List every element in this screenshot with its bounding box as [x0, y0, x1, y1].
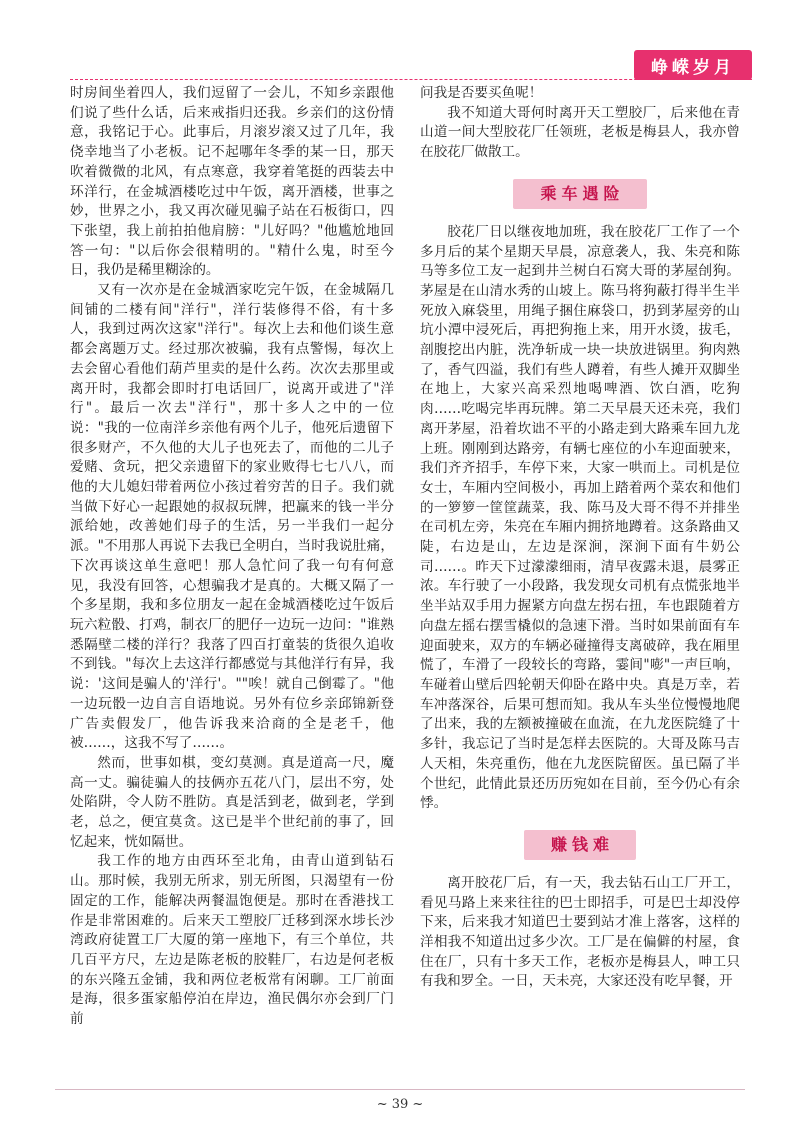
section-heading-car-accident — [420, 177, 740, 211]
paragraph: 离开胶花厂后，有一天，我去钻石山工厂开工，看见马路上来来往往的巴士即招手，可是巴士却没停下来，后来我才知道巴士要到站才准上落客，这样的洋相我不知道出过多少次。工厂是在偏僻的村屋，食住在厂，只有十多天工作，老板亦是梅县人，呻工只有我和罗全。一日，天未亮，大家还没有吃早餐，开 — [420, 874, 740, 990]
section-title: 乘车遇险 — [513, 179, 646, 209]
paragraph: 时房间坐着四人，我们逗留了一会儿，不知乡亲跟他们说了些什么话，后来戒指归还我。乡亲们的这份情意，我铭记于心。此事后，月滚岁滚又过了几年，我侥幸地当了小老板。记不起哪年冬季的某一日，那天吹着微微的北风，有点寒意，我穿着笔挺的西装去中环洋行，在金城酒楼吃过中午饭，离开酒楼，世事之妙，世界之小，我又再次碰见骗子站在石板街口，四下张望，我上前拍拍他肩膀："儿好吗？"他尴尬地回答一句："以后你会很精明的。"精什么鬼，时至今日，我仍是稀里糊涂的。 — [70, 85, 394, 279]
paragraph: 我不知道大哥何时离开天工塑胶厂，后来他在青山道一间大型胶花厂任领班，老板是梅县人，我亦曾在胶花厂做散工。 — [420, 104, 740, 161]
paragraph: 又有一次亦是在金城酒家吃完午饭，在金城隔几间铺的二楼有间"洋行"，洋行装修得不俗，有十多人，我到过两次这家"洋行"。每次上去和他们谈生意都会离题万丈。经过那次被骗，我有点警惕，每次上去会留心看他们葫芦里卖的是什么药。次次去那里或离开时，我都会即时打电话回厂，说离开或进了"洋行"。最后一次去"洋行"，那十多人之中的一位说："我的一位南洋乡亲他有两个儿子，他死后遗留下很多财产，不久他的大儿子也死去了，而他的二儿子爱赌、贪玩，把父亲遗留下的家业败得七七八八，而他的大儿媳妇带着两位小孩过着穷苦的日子。我们就当做下好心一起跟她的叔叔玩牌，把赢来的钱一半分派给她，改善她们母子的生活，另一半我们一起分派。"不用那人再说下去我已全明白，当时我说肚痛，下次再谈这单生意吧！那人急忙问了我一句有何意见，我没有回答，心想骗我才是真的。大概又隔了一个多星期，我和多位朋友一起在金城酒楼吃过午饭后玩六粒骰、打鸡，制衣厂的肥仔一边玩一边问："谁熟悉隔壁二楼的洋行？我落了四百打童装的货很久追收不到钱。"每次上去这洋行都感觉与其他洋行有异，我说：'这间是骗人的'洋行'。""唉！就自己倒霉了。"他一边玩骰一边自言自语地说。另外有位乡亲邱锦新登广告卖假发厂，他告诉我来洽商的全是老千，他被……，这我不写了……。 — [70, 282, 394, 752]
footer-divider — [55, 1089, 745, 1090]
left-column — [70, 84, 394, 1030]
paragraph: 问我是否要买鱼呢！ — [420, 85, 543, 101]
page-number: ~ 39 ~ — [376, 1097, 424, 1112]
paragraph: 然而，世事如棋，变幻莫测。真是道高一尺，魔高一丈。骗徒骗人的技俩亦五花八门，层出不穷，处处陷阱，令人防不胜防。真是活到老，做到老，学到老，总之，便宜莫贪。这已是半个世纪前的事了，回忆起来，恍如隔世。 — [70, 754, 394, 850]
section-heading-earning-money — [420, 828, 740, 862]
section-title: 赚钱难 — [524, 830, 636, 860]
paragraph: 胶花厂日以继夜地加班，我在胶花厂工作了一个多月后的某个星期天早晨，凉意袭人，我、朱亮和陈马等多位工友一起到井兰树白石窝大哥的茅屋刣狗。茅屋是在山清水秀的山坡上。陈马将狗蔽打得半生半死放入麻袋里，用绳子捆住麻袋口，扔到茅屋旁的山坑小潭中浸死后，再把狗拖上来，用开水烫，拔毛，剖腹挖出内脏，洗净斩成一块一块放进锅里。狗肉熟了，香气四溢，我们有些人蹲着，有些人摊开双脚坐在地上，大家兴高采烈地喝啤酒、饮白酒，吃狗肉……吃喝完毕再玩牌。第二天早晨天还未亮，我们离开茅屋，沿着坎诎不平的小路走到大路乘车回九龙上班。刚刚到达路旁，有辆七座位的小车迎面驶来，我们齐齐招手，车停下来，大家一哄而上。司机是位女士，车厢内空间极小，再加上踏着两个菜农和他们的一箩箩一筐筐蔬菜，我、陈马及大哥不得不并排坐在司机左旁，朱亮在车厢内拥挤地蹲着。这条路曲又陡，右边是山，左边是深涧，深涧下面有牛奶公司……。昨天下过濛濛细雨，清早夜露未退，晨雾正浓。车行驶了一小段路，我发现女司机有点慌张地半坐半站双手用力握紧方向盘左拐右扭，车也跟随着方向盘左摇右摆雪橇似的急速下滑。当时如果前面有车迎面驶来，双方的车辆必碰撞得支离破碎，我在厢里慌了，车滑了一段较长的弯路，霎间"嘭"一声巨响，车碰着山壁后四轮朝天仰卧在路中央。真是万幸，若车冲落深谷，后果可想而知。我从车头坐位慢慢地爬了出来，我的左额被撞破在血流，在九龙医院缝了十多针，我忘记了当时是怎样去医院的。大哥及陈马吉人天相，朱亮重伤，他在九龙医院留医。虽已隔了半个世纪，此情此景还历历宛如在目前，至今仍心有余悸。 — [420, 223, 740, 812]
section-tab: 峥嵘岁月 — [634, 50, 752, 80]
paragraph: 我工作的地方由西环至北角，由青山道到钻石山。那时候，我别无所求，别无所图，只渴望有一份固定的工作，能解决两餐温饱便是。那时在香港找工作是非常困难的。后来天工塑胶厂迁移到深水埗长沙湾政府徒置工厂大厦的第一座地下，有三个单位，共几百平方尺，左边是陈老板的胶鞋厂，右边是何老板的东兴隆五金铺，我和两位老板常有闲聊。工厂前面是海，很多蛋家船停泊在岸边，渔民偶尔亦会到厂门前 — [70, 853, 394, 1028]
header-divider — [70, 79, 752, 80]
right-column — [420, 84, 740, 992]
